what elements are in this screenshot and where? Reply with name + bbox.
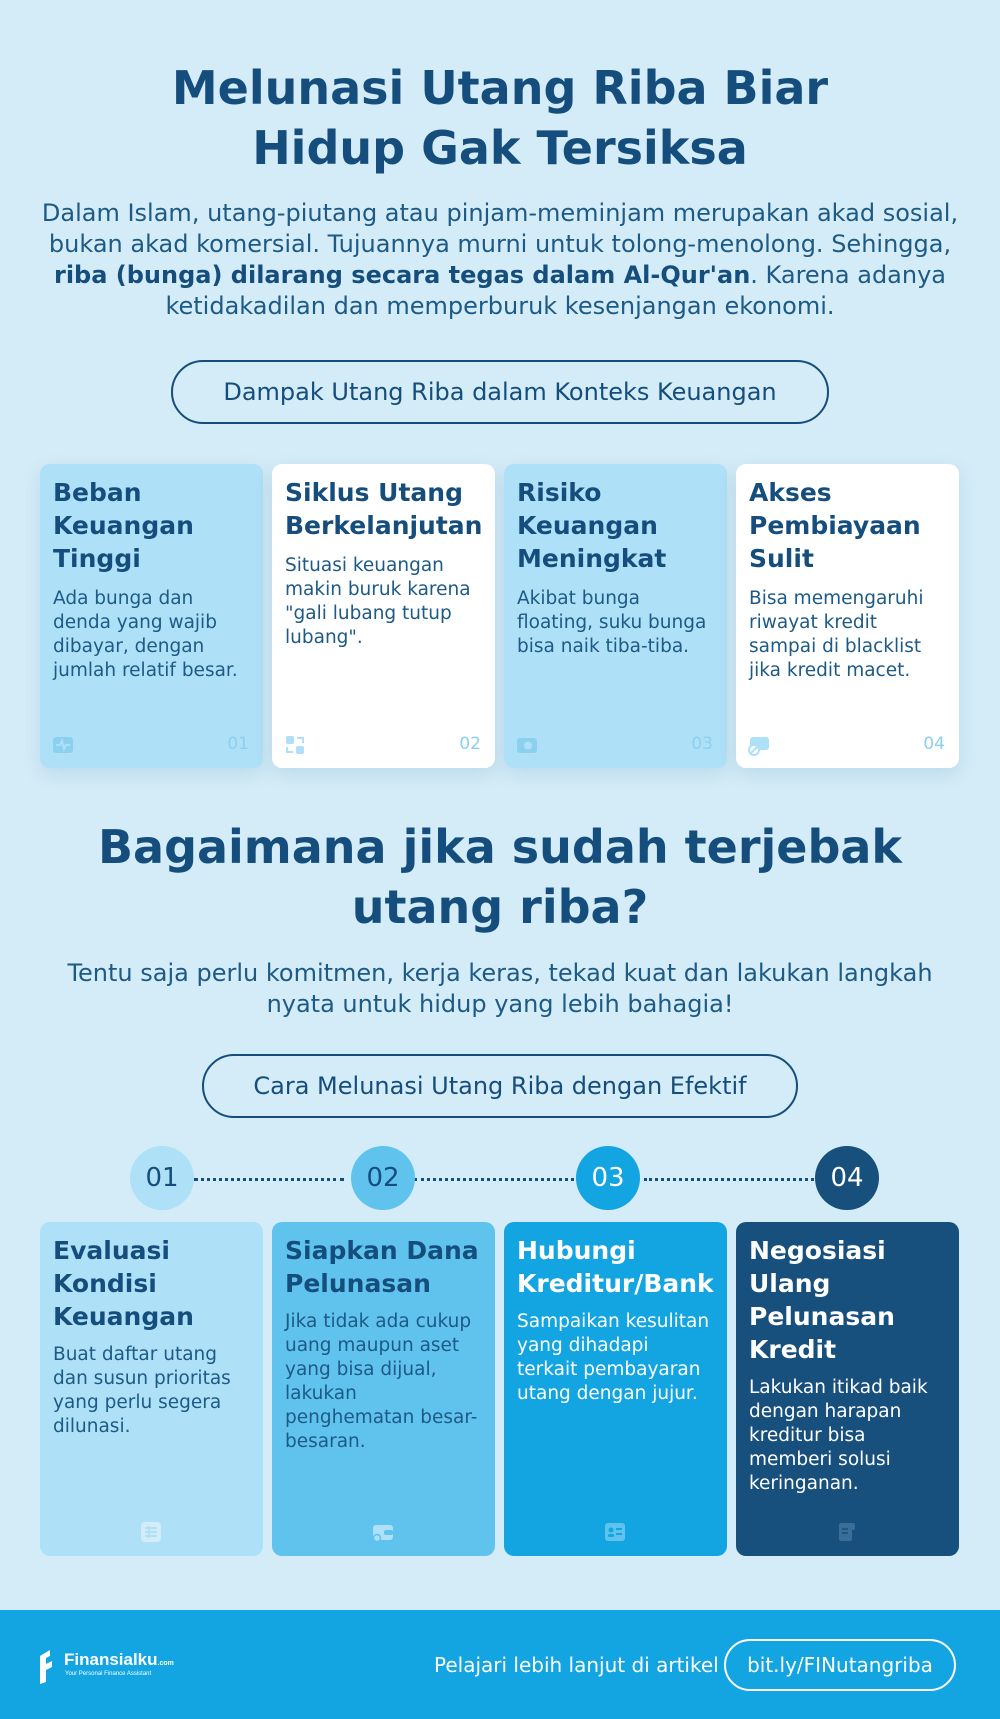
impact-card-number: 04 <box>923 734 945 754</box>
brand-logo-icon <box>38 1646 58 1686</box>
impact-card-2 <box>272 464 495 768</box>
impact-card-desc: Ada bunga dan denda yang wajib dibayar, dengan jumlah relatif besar. <box>53 588 238 681</box>
section-heading-line-2: utang riba? <box>351 880 649 934</box>
section-subtitle-line-2: nyata untuk hidup yang lebih bahagia! <box>266 990 734 1018</box>
impact-card-desc: Bisa memengaruhi riwayat kredit sampai di blacklist jika kredit macet. <box>749 588 924 681</box>
section-subtitle-line-1: Tentu saja perlu komitmen, kerja keras, tekad kuat dan lakukan langkah <box>67 959 933 987</box>
step-card-2 <box>272 1222 495 1556</box>
step-card-title: Siapkan Dana Pelunasan <box>285 1236 479 1298</box>
title-line-1: Melunasi Utang Riba Biar <box>171 61 829 115</box>
step-card-desc: Sampaikan kesulitan yang dihadapi terkait pembayaran utang dengan jujur. <box>517 1311 710 1404</box>
intro-text-2: . Karena adanya ketidakadilan dan memperburuk kesenjangan ekonomi. <box>165 261 946 320</box>
title-line-2: Hidup Gak Tersiksa <box>252 121 748 175</box>
timeline-connector <box>414 1178 574 1181</box>
impact-card-title: Risiko Keuangan Meningkat <box>517 478 667 573</box>
impact-card-number: 03 <box>691 734 713 754</box>
step-card-1 <box>40 1222 263 1556</box>
section-subtitle <box>30 958 970 1020</box>
wallet-icon <box>516 734 538 756</box>
impact-card-number: 01 <box>227 734 249 754</box>
brand-name: Finansialku.com <box>64 1650 174 1669</box>
step-card-desc: Buat daftar utang dan susun prioritas yang perlu segera dilunasi. <box>53 1344 231 1437</box>
learn-more-text: Pelajari lebih lanjut di artikel <box>434 1653 719 1677</box>
step-circle-1: 01 <box>130 1146 194 1210</box>
cycle-icon <box>284 734 306 756</box>
step-card-3 <box>504 1222 727 1556</box>
document-icon <box>835 1520 859 1544</box>
timeline-connector <box>644 1178 814 1181</box>
footer <box>0 1610 1000 1719</box>
contact-card-icon <box>603 1520 627 1544</box>
timeline-connector <box>194 1178 344 1181</box>
impact-section-pill: Dampak Utang Riba dalam Konteks Keuangan <box>171 360 829 424</box>
step-card-title: Evaluasi Kondisi Keuangan <box>53 1236 194 1331</box>
impact-card-1 <box>40 464 263 768</box>
wallet-icon <box>371 1520 395 1544</box>
intro-text-1: Dalam Islam, utang-piutang atau pinjam-meminjam merupakan akad sosial, bukan akad komersial. Tujuannya murni untuk tolong-menolong. Sehingga, <box>41 199 959 258</box>
intro-paragraph <box>40 198 960 322</box>
article-link-button[interactable]: bit.ly/FINutangriba <box>724 1639 956 1691</box>
section-heading-line-1: Bagaimana jika sudah terjebak <box>97 820 903 874</box>
step-circle-2: 02 <box>351 1146 415 1210</box>
impact-card-desc: Situasi keuangan makin buruk karena "gali lubang tutup lubang". <box>285 555 471 648</box>
page-title <box>0 58 1000 178</box>
impact-card-desc: Akibat bunga floating, suku bunga bisa naik tiba-tiba. <box>517 588 707 657</box>
impact-card-number: 02 <box>459 734 481 754</box>
step-card-desc: Jika tidak ada cukup uang maupun aset yang bisa dijual, lakukan penghematan besar-besaran. <box>285 1311 478 1452</box>
money-icon <box>52 734 74 756</box>
calculator-icon <box>139 1520 163 1544</box>
step-circle-4: 04 <box>815 1146 879 1210</box>
impact-card-4 <box>736 464 959 768</box>
section-heading <box>0 817 1000 937</box>
step-card-desc: Lakukan itikad baik dengan harapan kreditur bisa memberi solusi keringanan. <box>749 1377 928 1494</box>
intro-bold-text: riba (bunga) dilarang secara tegas dalam Al-Qur'an <box>53 261 751 289</box>
step-card-title: Negosiasi Ulang Pelunasan Kredit <box>749 1236 895 1364</box>
step-circle-3: 03 <box>576 1146 640 1210</box>
impact-card-title: Beban Keuangan Tinggi <box>53 478 194 573</box>
step-card-title: Hubungi Kreditur/Bank <box>517 1236 714 1298</box>
steps-section-pill: Cara Melunasi Utang Riba dengan Efektif <box>202 1054 798 1118</box>
brand-tagline: Your Personal Finance Assistant <box>65 1671 152 1677</box>
impact-card-title: Akses Pembiayaan Sulit <box>749 478 921 573</box>
impact-card-3 <box>504 464 727 768</box>
card-block-icon <box>748 734 770 756</box>
impact-card-title: Siklus Utang Berkelanjutan <box>285 478 483 540</box>
step-card-4 <box>736 1222 959 1556</box>
brand-logo <box>38 1646 178 1686</box>
